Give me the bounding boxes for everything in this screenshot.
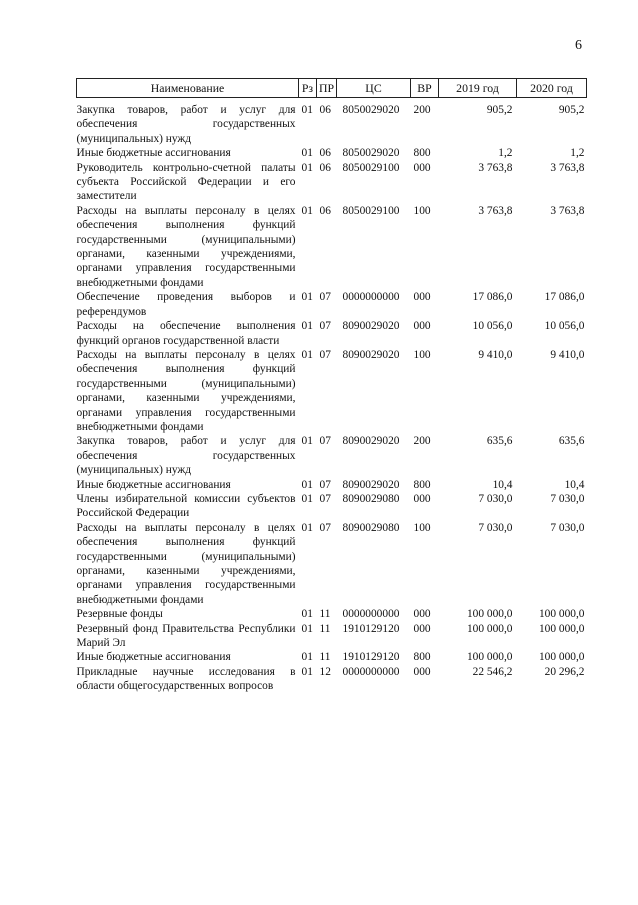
cell-rz: 01 xyxy=(301,478,313,491)
cell-vr: 800 xyxy=(413,651,431,664)
cell-name: Закупка товаров, работ и услуг для обеспечения государственных (муниципальных) нужд xyxy=(76,435,296,477)
cell-name: Расходы на выплаты персоналу в целях обеспечения выполнения функций государственными (муниципальными) органами, казенными учреждениями, органами управления государственными внебюджетными фондами xyxy=(76,521,296,606)
cell-cs: 1910129120 xyxy=(342,622,400,635)
cell-name: Прикладные научные исследования в области общегосударственных вопросов xyxy=(76,665,296,693)
header-cs: ЦС xyxy=(337,79,411,98)
header-vr: ВР xyxy=(411,79,439,98)
cell-y2019: 100 000,0 xyxy=(466,608,513,621)
cell-pr: 07 xyxy=(319,521,331,534)
cell-cs: 1910129120 xyxy=(342,651,400,664)
cell-pr: 06 xyxy=(319,161,331,174)
cell-pr: 11 xyxy=(319,608,331,621)
cell-cs: 8090029080 xyxy=(342,492,400,505)
cell-rz: 01 xyxy=(301,622,313,635)
cell-y2019: 905,2 xyxy=(486,104,513,116)
page-number: 6 xyxy=(575,38,582,53)
cell-y2019: 635,6 xyxy=(486,435,513,448)
cell-cs: 8090029020 xyxy=(342,478,400,491)
cell-pr: 11 xyxy=(319,622,331,635)
cell-y2019: 10 056,0 xyxy=(472,320,513,333)
header-2019: 2019 год xyxy=(439,79,517,98)
table-row xyxy=(77,103,587,146)
header-name: Наименование xyxy=(77,79,299,98)
cell-name: Расходы на выплаты персоналу в целях обеспечения выполнения функций государственными (муниципальными) органами, казенными учреждениями, органами управления государственными внебюджетными фондами xyxy=(76,204,296,289)
cell-name: Расходы на выплаты персоналу в целях обеспечения выполнения функций государственными (муниципальными) органами, казенными учреждениями, органами управления государственными внебюджетными фондами xyxy=(76,348,296,433)
cell-y2020: 7 030,0 xyxy=(550,521,585,534)
table-row xyxy=(77,492,587,521)
cell-y2020: 17 086,0 xyxy=(544,291,585,304)
cell-rz: 01 xyxy=(301,320,313,333)
table-row xyxy=(77,161,587,204)
table-row xyxy=(77,434,587,477)
cell-rz: 01 xyxy=(301,665,313,678)
cell-y2020: 100 000,0 xyxy=(538,608,585,621)
cell-vr: 200 xyxy=(413,104,431,116)
table-header-row xyxy=(77,79,587,98)
cell-cs: 8090029080 xyxy=(342,521,400,534)
cell-cs: 8050029020 xyxy=(342,104,400,116)
cell-y2019: 7 030,0 xyxy=(478,521,513,534)
cell-y2020: 1,2 xyxy=(570,147,585,160)
cell-rz: 01 xyxy=(301,291,313,304)
cell-vr: 000 xyxy=(413,291,431,304)
cell-cs: 0000000000 xyxy=(342,665,400,678)
cell-vr: 200 xyxy=(413,435,431,448)
cell-vr: 800 xyxy=(413,478,431,491)
table-row xyxy=(77,521,587,607)
header-rz: Рз xyxy=(299,79,317,98)
cell-pr: 07 xyxy=(319,435,331,448)
cell-y2019: 9 410,0 xyxy=(478,348,513,361)
budget-table xyxy=(76,78,587,694)
cell-y2020: 3 763,8 xyxy=(550,204,585,217)
cell-vr: 800 xyxy=(413,147,431,160)
cell-y2020: 20 296,2 xyxy=(544,665,585,678)
cell-y2019: 3 763,8 xyxy=(478,204,513,217)
cell-y2019: 10,4 xyxy=(492,478,513,491)
cell-vr: 100 xyxy=(413,348,431,361)
cell-name: Резервные фонды xyxy=(76,608,163,621)
cell-y2020: 7 030,0 xyxy=(550,492,585,505)
cell-cs: 0000000000 xyxy=(342,608,400,621)
cell-y2020: 635,6 xyxy=(558,435,585,448)
cell-cs: 8090029020 xyxy=(342,320,400,333)
cell-cs: 8090029020 xyxy=(342,435,400,448)
cell-pr: 06 xyxy=(319,147,331,160)
table-row xyxy=(77,319,587,348)
cell-name: Руководитель контрольно-счетной палаты субъекта Российской Федерации и его заместители xyxy=(76,161,296,203)
cell-vr: 000 xyxy=(413,665,431,678)
cell-vr: 000 xyxy=(413,622,431,635)
cell-y2019: 3 763,8 xyxy=(478,161,513,174)
cell-name: Иные бюджетные ассигнования xyxy=(76,478,231,491)
cell-rz: 01 xyxy=(301,608,313,621)
cell-y2019: 7 030,0 xyxy=(478,492,513,505)
cell-cs: 8050029100 xyxy=(342,161,400,174)
cell-name: Члены избирательной комиссии субъектов Российской Федерации xyxy=(76,492,296,520)
cell-rz: 01 xyxy=(301,147,313,160)
header-pr: ПР xyxy=(317,79,337,98)
cell-pr: 07 xyxy=(319,291,331,304)
cell-cs: 8090029020 xyxy=(342,348,400,361)
header-2020: 2020 год xyxy=(517,79,587,98)
cell-vr: 100 xyxy=(413,204,431,217)
cell-name: Резервный фонд Правительства Республики Марий Эл xyxy=(76,622,296,650)
cell-pr: 07 xyxy=(319,478,331,491)
cell-y2019: 17 086,0 xyxy=(472,291,513,304)
cell-pr: 07 xyxy=(319,348,331,361)
table-body xyxy=(77,98,587,694)
table-row xyxy=(77,146,587,160)
cell-vr: 000 xyxy=(413,161,431,174)
cell-cs: 8050029100 xyxy=(342,204,400,217)
cell-y2020: 10 056,0 xyxy=(544,320,585,333)
cell-y2019: 100 000,0 xyxy=(466,651,513,664)
cell-rz: 01 xyxy=(301,521,313,534)
cell-vr: 000 xyxy=(413,320,431,333)
cell-pr: 11 xyxy=(319,651,331,664)
cell-rz: 01 xyxy=(301,348,313,361)
cell-y2019: 100 000,0 xyxy=(466,622,513,635)
cell-pr: 07 xyxy=(319,492,331,505)
cell-vr: 000 xyxy=(413,608,431,621)
cell-name: Закупка товаров, работ и услуг для обеспечения государственных (муниципальных) нужд xyxy=(76,104,296,145)
cell-y2020: 9 410,0 xyxy=(550,348,585,361)
cell-y2020: 3 763,8 xyxy=(550,161,585,174)
cell-y2020: 10,4 xyxy=(564,478,585,491)
table-row xyxy=(77,290,587,319)
table-row xyxy=(77,622,587,651)
cell-y2020: 100 000,0 xyxy=(538,622,585,635)
cell-y2019: 1,2 xyxy=(498,147,513,160)
table-row xyxy=(77,607,587,621)
cell-rz: 01 xyxy=(301,492,313,505)
cell-vr: 000 xyxy=(413,492,431,505)
cell-rz: 01 xyxy=(301,104,313,116)
cell-name: Иные бюджетные ассигнования xyxy=(76,651,231,664)
cell-pr: 12 xyxy=(319,665,331,678)
cell-y2019: 22 546,2 xyxy=(472,665,513,678)
cell-y2020: 100 000,0 xyxy=(538,651,585,664)
cell-rz: 01 xyxy=(301,204,313,217)
cell-pr: 07 xyxy=(319,320,331,333)
table-row xyxy=(77,650,587,664)
cell-cs: 8050029020 xyxy=(342,147,400,160)
cell-name: Обеспечение проведения выборов и референдумов xyxy=(76,291,296,318)
cell-vr: 100 xyxy=(413,521,431,534)
cell-pr: 06 xyxy=(319,204,331,217)
cell-cs: 0000000000 xyxy=(342,291,400,304)
cell-name: Иные бюджетные ассигнования xyxy=(76,147,231,160)
cell-rz: 01 xyxy=(301,651,313,664)
table-row xyxy=(77,204,587,290)
cell-name: Расходы на обеспечение выполнения функций органов государственной власти xyxy=(76,320,296,347)
table-row xyxy=(77,478,587,492)
table-row xyxy=(77,348,587,434)
cell-pr: 06 xyxy=(319,104,331,116)
table-row xyxy=(77,665,587,694)
cell-rz: 01 xyxy=(301,435,313,448)
cell-rz: 01 xyxy=(301,161,313,174)
cell-y2020: 905,2 xyxy=(558,104,585,116)
